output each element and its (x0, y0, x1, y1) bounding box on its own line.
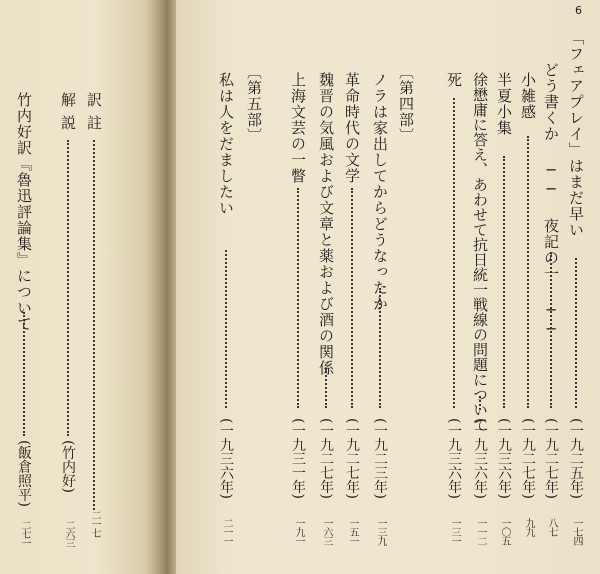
entry-title: 死 (445, 72, 463, 88)
entry-year: (一九三一年) (290, 418, 306, 499)
toc-entry (541, 0, 561, 574)
toc-entry (342, 0, 362, 574)
entry-year: (一九二五年) (568, 418, 584, 499)
entry-title: 魏晋の気風および文章と薬および酒の関係 (317, 72, 335, 376)
entry-page: 一六三 (321, 518, 332, 545)
entry-page: 二六三 (63, 520, 74, 547)
leader-dots (453, 98, 455, 408)
leader-dots (527, 136, 529, 408)
entry-page: 一三一 (449, 518, 460, 545)
toc-entry (14, 0, 34, 574)
leader-dots (67, 140, 69, 436)
entry-page: 一五一 (347, 518, 358, 545)
entry-page: 一九一 (293, 518, 304, 545)
toc-entry (444, 0, 464, 574)
entry-title: 竹内好訳『魯迅評論集』について (15, 92, 33, 332)
leader-dots (93, 140, 95, 510)
entry-title: 上海文芸の一瞥 (289, 72, 307, 184)
leader-dots (351, 188, 353, 408)
entry-year: (一九三六年) (446, 418, 462, 499)
leader-dots (225, 250, 227, 408)
entry-page: 一一二 (475, 518, 486, 545)
entry-title: どう書くか ── 夜記の一 ── (542, 62, 560, 339)
entry-year: (一九二七年) (318, 418, 334, 499)
toc-entry (370, 0, 390, 574)
toc-entry (566, 0, 586, 574)
entry-year: (一九二七年) (520, 418, 536, 499)
entry-author: (飯倉照平) (16, 440, 32, 507)
toc-entry (58, 0, 78, 574)
entry-year: (一九二七年) (344, 418, 360, 499)
toc-entry (216, 0, 236, 574)
section-title: 〔第四部〕 (397, 64, 415, 144)
section-title: 〔第五部〕 (245, 64, 263, 144)
leader-dots (297, 188, 299, 408)
section-heading (396, 0, 416, 574)
leader-dots (325, 368, 327, 408)
entry-year: (一九三六年) (472, 418, 488, 499)
toc-entry (316, 0, 336, 574)
entry-author: (竹内好) (60, 440, 76, 493)
toc-entry (84, 0, 104, 574)
entry-year: (一九二三年) (372, 418, 388, 499)
entry-page: 二七一 (19, 520, 30, 547)
entry-title: 小雑感 (519, 72, 537, 120)
entry-year: (一九三六年) (496, 418, 512, 499)
entry-title: 解説 (59, 92, 77, 138)
section-heading (244, 0, 264, 574)
entry-page: 一〇五 (499, 518, 510, 545)
entry-page: 八七 (546, 518, 557, 536)
entry-title: 革命時代の文学 (343, 72, 361, 184)
entry-title: ノラは家出してからどうなったか (371, 72, 389, 312)
entry-title: 私は人をだましたい (217, 72, 235, 216)
entry-title: 「フェアプレイ」はまだ早い (567, 30, 585, 238)
entry-title: 徐懋庸に答え、あわせて抗日統一戦線の問題について (471, 72, 489, 432)
page-number: 6 (575, 4, 582, 17)
toc-entry (494, 0, 514, 574)
entry-page: 一七四 (571, 518, 582, 545)
entry-year: (一九二七年) (543, 418, 559, 499)
leader-dots (503, 156, 505, 408)
leader-dots (479, 396, 481, 410)
leader-dots (379, 288, 381, 408)
toc-entry (470, 0, 490, 574)
entry-title: 訳註 (85, 92, 103, 138)
entry-page: 二一一 (221, 518, 232, 545)
toc-entry (288, 0, 308, 574)
entry-page: 二一七 (89, 510, 100, 537)
toc-entry (518, 0, 538, 574)
leader-dots (23, 312, 25, 436)
entry-title: 半夏小集 (495, 72, 513, 136)
entry-page: 九九 (523, 518, 534, 536)
entry-year: (一九三六年) (218, 418, 234, 499)
entry-page: 一三九 (375, 518, 386, 545)
leader-dots (575, 258, 577, 408)
leader-dots (550, 252, 552, 408)
